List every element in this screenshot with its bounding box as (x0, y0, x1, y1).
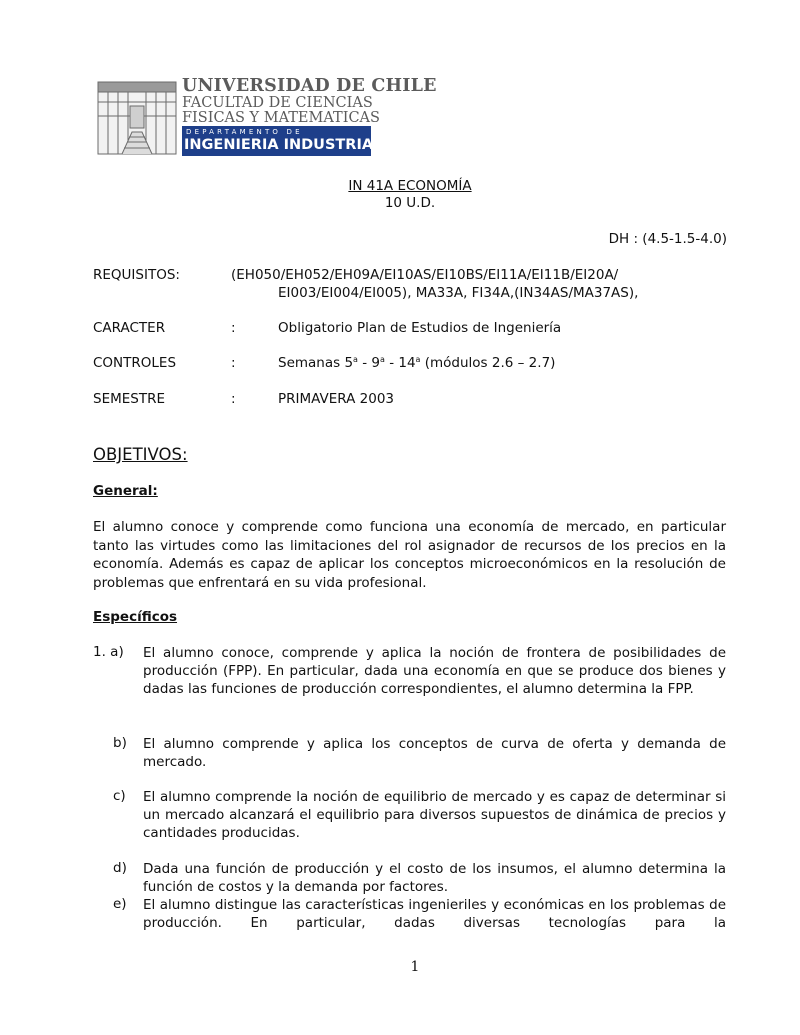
requisitos-label: REQUISITOS: (93, 267, 180, 283)
controles-colon: : (231, 355, 236, 371)
semestre-colon: : (231, 391, 236, 407)
item-text: El alumno comprende la noción de equilibrio de mercado y es capaz de determinar si un mercado alcanzará el equilibrio para diversos supuestos de dinámica de precios y cantidades producidas. (143, 789, 726, 841)
caracter-label: CARACTER (93, 320, 166, 336)
general-paragraph: El alumno conoce y comprende como funciona una economía de mercado, en particular tanto las virtudes como las limitaciones del rol asignador de recursos de los precios en la economía. Además es capaz de aplicar los conceptos microeconómicos en la resolución de problemas que enfrentará en su vida profesional. (93, 519, 726, 591)
item-label: d) (113, 860, 127, 876)
semestre-value: PRIMAVERA 2003 (278, 391, 395, 407)
requisitos-line1: (EH050/EH052/EH09A/EI10AS/EI10BS/EI11A/EI11B/EI20A/ (231, 267, 619, 283)
item-label: 1. a) (93, 644, 124, 660)
item-label: e) (113, 896, 127, 912)
course-dh: DH : (4.5-1.5-4.0) (608, 231, 727, 247)
logo-university-name: UNIVERSIDAD DE CHILE (182, 76, 437, 96)
especificos-heading: Específicos (93, 609, 178, 625)
semestre-label: SEMESTRE (93, 391, 166, 407)
general-heading: General: (93, 483, 158, 499)
requisitos-line2: EI003/EI004/EI005), MA33A, FI34A,(IN34AS/MA37AS), (278, 285, 639, 301)
logo-faculty-line2: FISICAS Y MATEMATICAS (182, 110, 380, 126)
course-units: 10 U.D. (384, 195, 436, 211)
item-text: El alumno conoce, comprende y aplica la noción de frontera de posibilidades de producción (FPP). En particular, dada una economía en que se produce dos bienes y dadas las funciones de producción correspondientes, el alumno determina la FPP. (143, 645, 726, 697)
item-label: b) (113, 735, 127, 751)
item-text: Dada una función de producción y el costo de los insumos, el alumno determina la función de costos y la demanda por factores. (143, 861, 726, 895)
item-text: El alumno distingue las características ingenieriles y económicas en los problemas de producción. En particular, dadas diversas tecnologías para la (143, 897, 726, 931)
item-text: El alumno comprende y aplica los conceptos de curva de oferta y demanda de mercado. (143, 736, 726, 770)
item-label: c) (113, 788, 126, 804)
building-icon (98, 82, 176, 154)
controles-value: Semanas 5$^a$ - 9$^a$ - 14$^a$ (módulos 2.6 – 2.7) (278, 355, 556, 371)
course-title: IN 41A ECONOMÍA (348, 178, 472, 194)
caracter-value: Obligatorio Plan de Estudios de Ingeniería (278, 320, 562, 336)
objetivos-heading: OBJETIVOS: (93, 445, 188, 464)
logo-department-name: INGENIERIA INDUSTRIAL (184, 137, 383, 153)
caracter-colon: : (231, 320, 236, 336)
controles-label: CONTROLES (93, 355, 177, 371)
logo-department-label: DEPARTAMENTO DE (186, 128, 303, 136)
page-number: 1 (410, 959, 420, 975)
logo-faculty-line1: FACULTAD DE CIENCIAS (182, 95, 373, 111)
